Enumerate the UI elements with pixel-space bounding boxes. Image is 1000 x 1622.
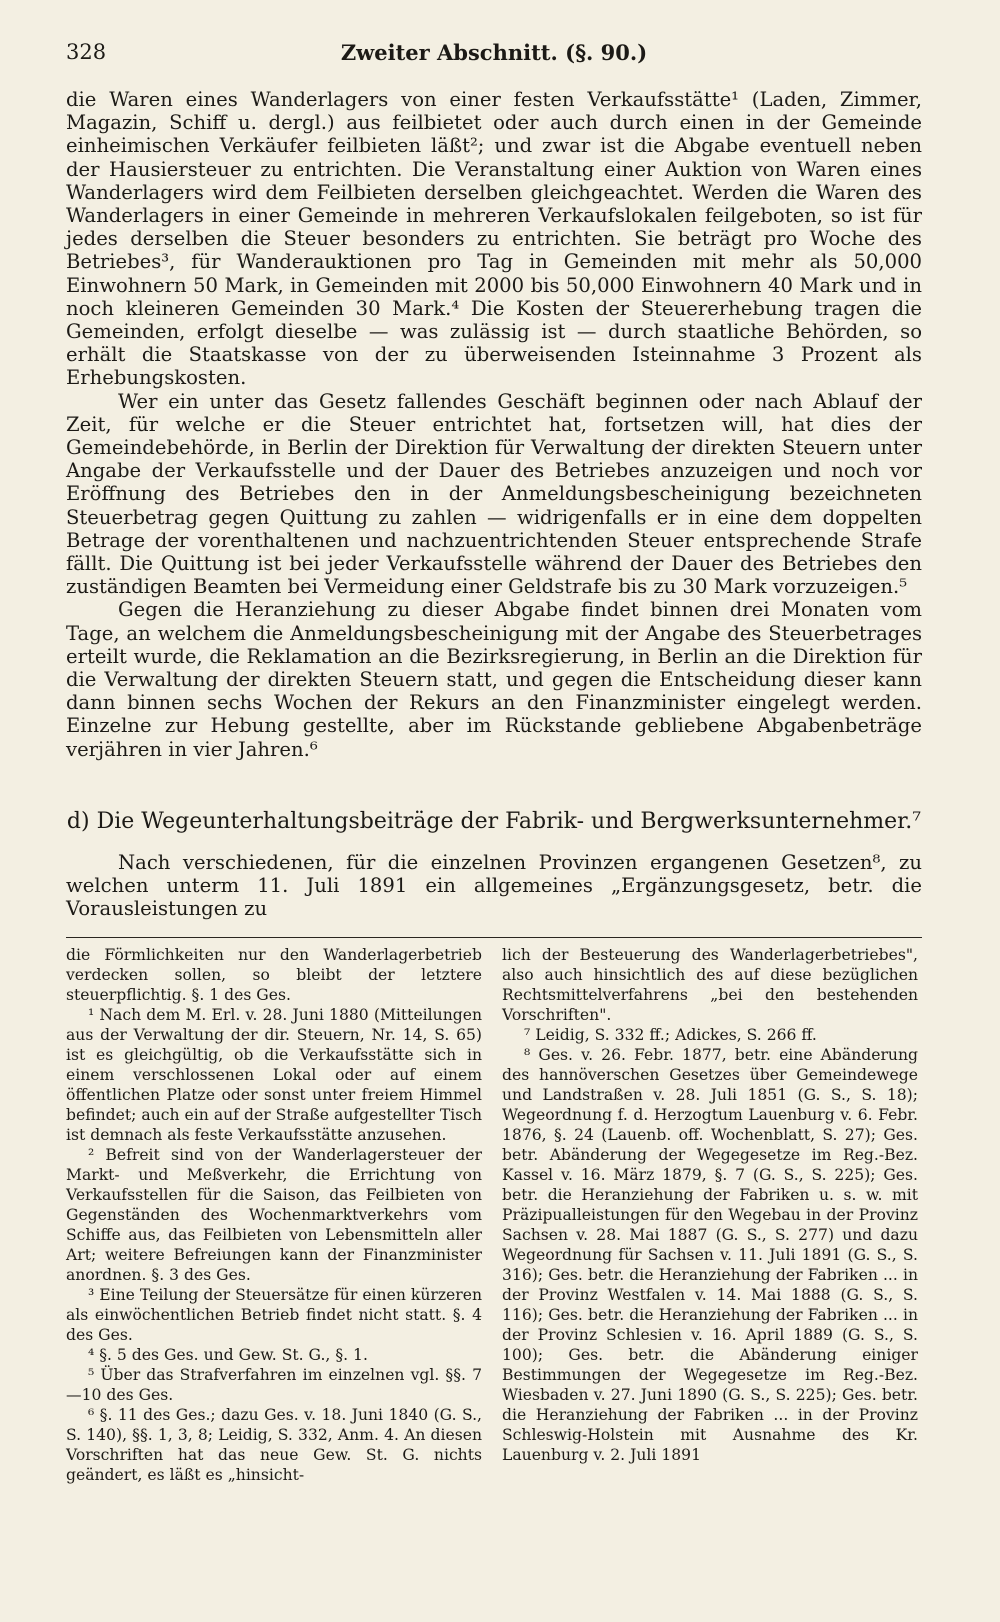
footnotes-right-column <box>502 945 918 1465</box>
footnote: ³ Eine Teilung der Steuersätze für einen kürzeren als einwöchentlichen Betrieb findet nicht statt. §. 4 des Ges. <box>66 1286 482 1344</box>
paragraph: Wer ein unter das Gesetz fallendes Geschäft beginnen oder nach Ablauf der Zeit, für welche er die Steuer entrichtet hat, fortsetzen will, hat dies der Gemeindebehörde, in Berlin der Direktion für Verwaltung der direkten Steuern unter Angabe der Verkaufsstelle und der Dauer des Betriebes anzuzeigen und noch vor Eröffnung des Betriebes den in der Anmeldungsbescheinigung bezeichneten Steuerbetrag gegen Quittung zu zahlen — widrigenfalls er in eine dem doppelten Betrage der vorenthaltenen und nachzuentrichtenden Steuer entsprechende Strafe fällt. Die Quittung ist bei jeder Verkaufsstelle während der Dauer des Betriebes den zuständigen Beamten bei Vermeidung einer Geldstrafe bis zu 30 Mark vorzuzeigen.⁵ <box>66 389 922 599</box>
paragraph: Nach verschiedenen, für die einzelnen Provinzen ergangenen Gesetzen⁸, zu welchen unterm 11. Juli 1891 ein allgemeines „Ergänzungsgesetz, betr. die Vorausleistungen zu <box>66 851 922 921</box>
paragraph: die Waren eines Wanderlagers von einer festen Verkaufsstätte¹ (Laden, Zimmer, Magazin, Schiff u. dergl.) aus feilbietet oder auch durch einen in der Gemeinde einheimischen Verkäufer feilbieten läßt²; und zwar ist die Abgabe eventuell neben der Hausiersteuer zu entrichten. Die Veranstaltung einer Auktion von Waren eines Wanderlagers wird dem Feilbieten derselben gleichgeachtet. Werden die Waren des Wanderlagers in einer Gemeinde in mehreren Verkaufslokalen feilgeboten, so ist für jedes derselben die Steuer besonders zu entrichten. Sie beträgt pro Woche des Betriebes³, für Wanderauktionen pro Tag in Gemeinden mit mehr als 50,000 Einwohnern 50 Mark, in Gemeinden mit 2000 bis 50,000 Einwohnern 40 Mark und in noch kleineren Gemeinden 30 Mark.⁴ Die Kosten der Steuererhebung tragen die Gemeinden, erfolgt dieselbe — was zulässig ist — durch staatliche Behörden, so erhält die Staatskasse von der zu überweisenden Isteinnahme 3 Prozent als Erhebungskosten. <box>66 88 922 390</box>
section-text <box>66 851 922 921</box>
main-text <box>66 88 922 761</box>
section-heading: d) Die Wegeunterhaltungsbeiträge der Fabrik- und Bergwerksunternehmer.⁷ <box>66 809 922 834</box>
footnote: die Förmlichkeiten nur den Wanderlagerbetrieb verdecken sollen, so bleibt der letztere steuerpflichtig. §. 1 des Ges. <box>66 946 482 1004</box>
page-header <box>66 34 922 70</box>
footnote: ⁸ Ges. v. 26. Febr. 1877, betr. eine Abänderung des hannöverschen Gesetzes über Gemeindewege und Landstraßen v. 28. Juli 1851 (G. S., S. 18); Wegeordnung f. d. Herzogtum Lauenburg v. 6. Febr. 1876, §. 24 (Lauenb. off. Wochenblatt, S. 27); Ges. betr. Abänderung der Wegegesetze im Reg.-Bez. Kassel v. 16. März 1879, §. 7 (G. S., S. 225); Ges. betr. die Heranziehung der Fabriken u. s. w. mit Präzipualleistungen für den Wegebau in der Provinz Sachsen v. 28. Mai 1887 (G. S., S. 277) und dazu Wegeordnung für Sachsen v. 11. Juli 1891 (G. S., S. 316); Ges. betr. die Heranziehung der Fabriken ... in der Provinz Westfalen v. 14. Mai 1888 (G. S., S. 116); Ges. betr. die Heranziehung der Fabriken ... in der Provinz Schlesien v. 16. April 1889 (G. S., S. 100); Ges. betr. die Abänderung einiger Bestimmungen der Wegegesetze im Reg.-Bez. Wiesbaden v. 27. Juni 1890 (G. S., S. 225); Ges. betr. die Heranziehung der Fabriken ... in der Provinz Schleswig-Holstein mit Ausnahme des Kr. Lauenburg v. 2. Juli 1891 <box>502 1046 918 1464</box>
footnote-rule <box>66 937 922 938</box>
running-title: Zweiter Abschnitt. (§. 90.) <box>340 40 648 65</box>
footnote: ¹ Nach dem M. Erl. v. 28. Juni 1880 (Mitteilungen aus der Verwaltung der dir. Steuern, Nr. 14, S. 65) ist es gleichgültig, ob die Verkaufsstätte sich in einem verschlossenen Lokal oder auf einem öffentlichen Platze oder sonst unter freiem Himmel befindet; auch ein auf der Straße aufgestellter Tisch ist demnach als feste Verkaufsstätte anzusehen. <box>66 1006 482 1144</box>
footnote: ⁵ Über das Strafverfahren im einzelnen vgl. §§. 7—10 des Ges. <box>66 1366 482 1404</box>
footnote: ⁴ §. 5 des Ges. und Gew. St. G., §. 1. <box>88 1346 368 1364</box>
footnotes-left-column <box>66 945 482 1485</box>
footnote: lich der Besteuerung des Wanderlagerbetriebes", also auch hinsichtlich des auf diese bezüglichen Rechtsmittelverfahrens „bei den bestehenden Vorschriften". <box>502 946 918 1024</box>
footnote: ⁷ Leidig, S. 332 ff.; Adickes, S. 266 ff. <box>524 1026 817 1044</box>
footnote: ⁶ §. 11 des Ges.; dazu Ges. v. 18. Juni 1840 (G. S., S. 140), §§. 1, 3, 8; Leidig, S. 332, Anm. 4. An diesen Vorschriften hat das neue Gew. St. G. nichts geändert, es läßt es „hinsicht- <box>66 1406 482 1484</box>
paragraph: Gegen die Heranziehung zu dieser Abgabe findet binnen drei Monaten vom Tage, an welchem die Anmeldungsbescheinigung mit der Angabe des Steuerbetrages erteilt wurde, die Reklamation an die Bezirksregierung, in Berlin an die Direktion für die Verwaltung der direkten Steuern statt, und gegen die Entscheidung dieser kann dann binnen sechs Wochen der Rekurs an den Finanzminister eingelegt werden. Einzelne zur Hebung gestellte, aber im Rückstande gebliebene Abgabenbeträge verjähren in vier Jahren.⁶ <box>66 598 922 761</box>
footnote: ² Befreit sind von der Wanderlagersteuer der Markt- und Meßverkehr, die Errichtung von Verkaufsstellen für die Saison, das Feilbieten von Gegenständen des Wochenmarktverkehrs vom Schiffe aus, das Feilbieten von Lebensmitteln aller Art; weitere Befreiungen kann der Finanzminister anordnen. §. 3 des Ges. <box>66 1146 482 1284</box>
page-number: 328 <box>66 40 107 64</box>
